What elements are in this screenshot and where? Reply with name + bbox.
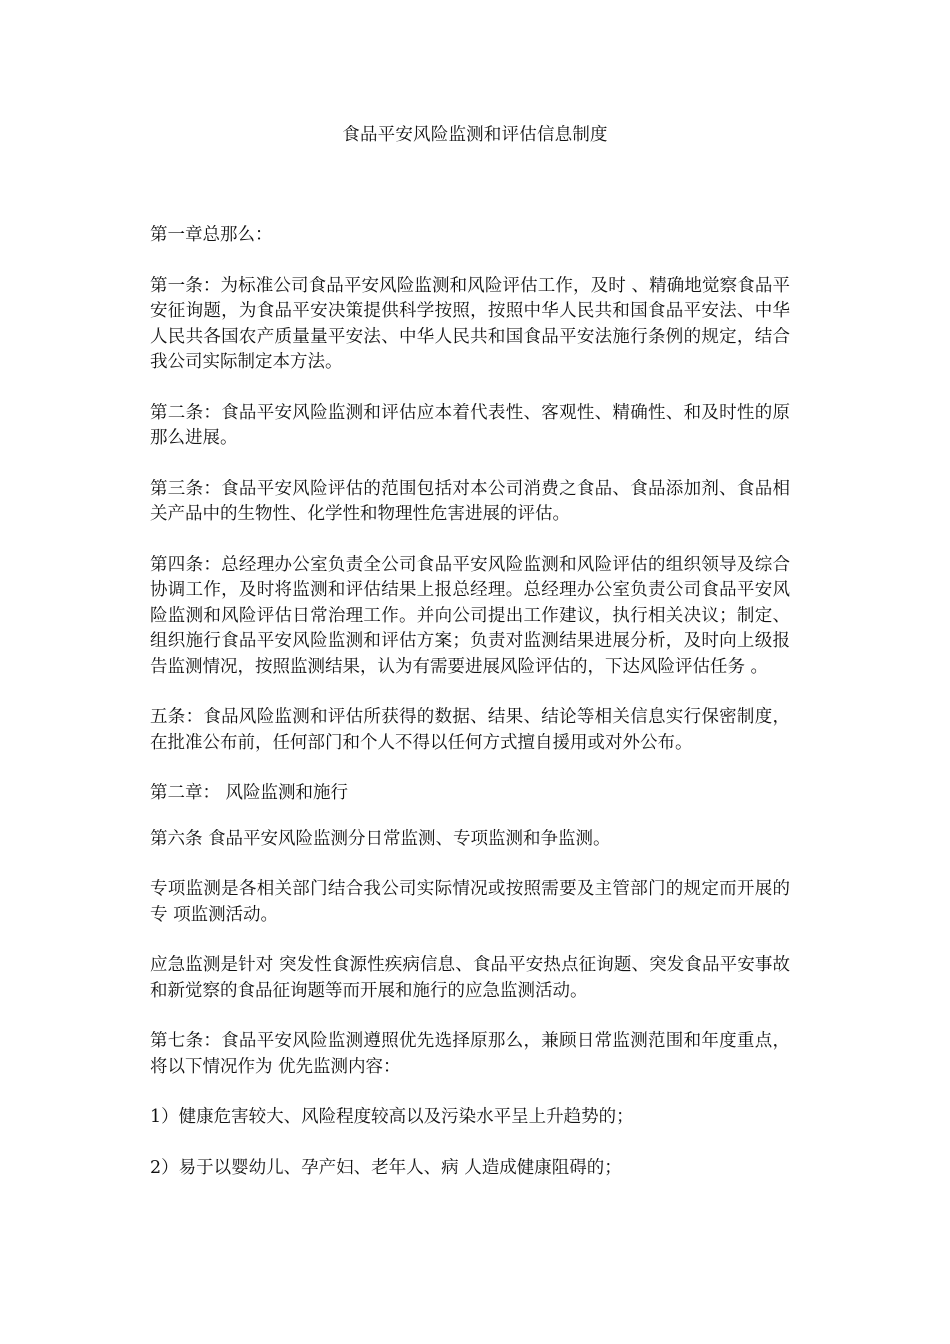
document-body	[150, 223, 790, 1206]
list-item: 2）易于以婴幼儿、孕产妇、老年人、病 人造成健康阻碍的；	[150, 1157, 622, 1178]
paragraph: 第一条：为标准公司食品平安风险监测和风险评估工作，及时 、精确地觉察食品平安征询题，为食品平安决策提供科学按照，按照中华人民共和国食品平安法、中华人民共各国农产质量量平安法、中华人民共和国食品平安法施行条例的规定，结合我公司实际制定本方法。	[150, 275, 790, 372]
document-title: 食品平安风险监测和评估信息制度	[342, 125, 608, 145]
paragraph: 第四条：总经理办公室负责全公司食品平安风险监测和风险评估的组织领导及综合协调工作，及时将监测和评估结果上报总经理。总经理办公室负责公司食品平安风险监测和风险评估日常治理工作。并向公司提出工作建议，执行相关决议；制定、组织施行食品平安风险监测和评估方案；负责对监测结果进展分析，及时向上级报告监测情况，按照监测结果，认为有需要进展风险评估的，下达风险评估任务 。	[150, 554, 790, 677]
paragraph: 第三条：食品平安风险评估的范围包括对本公司消费之食品、食品添加剂、食品相关产品中的生物性、化学性和物理性危害进展的评估。	[150, 478, 790, 524]
paragraph: 第七条：食品平安风险监测遵照优先选择原那么，兼顾日常监测范围和年度重点，将以下情况作为 优先监测内容：	[150, 1031, 790, 1077]
chapter-heading: 第一章总那么：	[150, 225, 273, 245]
list-item: 1）健康危害较大、风险程度较高以及污染水平呈上升趋势的；	[150, 1107, 634, 1127]
paragraph: 专项监测是各相关部门结合我公司实际情况或按照需要及主管部门的规定而开展的专 项监测活动。	[150, 879, 790, 925]
paragraph: 应急监测是针对 突发性食源性疾病信息、食品平安热点征询题、突发食品平安事故和新觉察的食品征询题等而开展和施行的应急监测活动。	[150, 955, 790, 1001]
paragraph: 第六条 食品平安风险监测分日常监测、专项监测和争监测。	[150, 828, 611, 849]
paragraph: 第二条：食品平安风险监测和评估应本着代表性、客观性、精确性、和及时性的原那么进展。	[150, 402, 790, 448]
paragraph: 五条：食品风险监测和评估所获得的数据、结果、结论等相关信息实行保密制度，在批准公布前，任何部门和个人不得以任何方式擅自援用或对外公布。	[150, 707, 790, 753]
chapter-heading: 第二章： 风险监测和施行	[150, 783, 349, 803]
